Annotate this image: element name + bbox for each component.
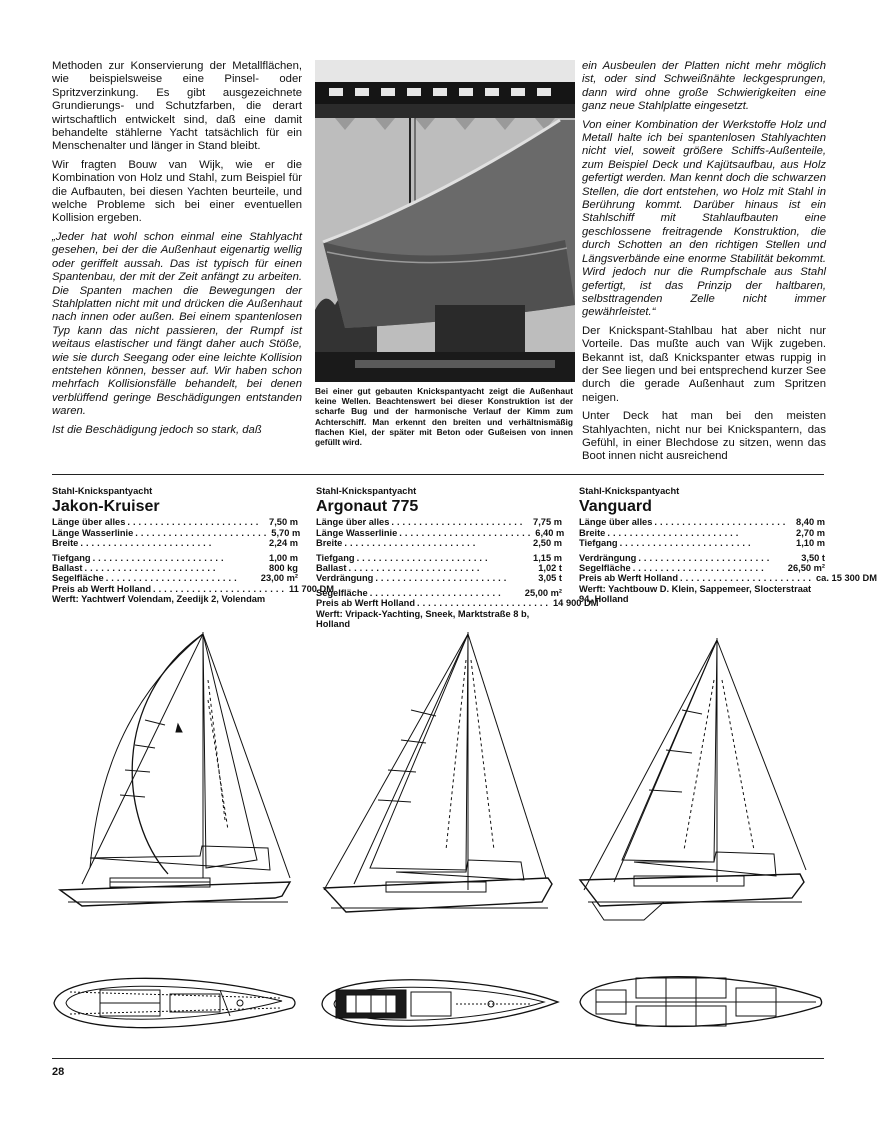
- spec-block-vanguard: [579, 486, 877, 605]
- spec-block-argonaut-775: [316, 486, 599, 630]
- left-text-column: [52, 60, 302, 442]
- spec-row: Preis ab Werft Holland ........................ 14 900 DM: [316, 598, 599, 609]
- spec-list: [316, 517, 599, 630]
- sail-plan-jakon-kruiser: [50, 620, 300, 920]
- yacht-name: Jakon-Kruiser: [52, 498, 160, 516]
- spec-row: Ballast ........................ 1,02 t: [316, 563, 562, 574]
- spec-row: Verdrängung ........................ 3,05 t: [316, 573, 562, 584]
- yacht-type: Stahl-Knickspantyacht: [52, 486, 153, 496]
- paragraph: Methoden zur Konservierung der Metallflächen, wie beispielsweise eine Pinsel- oder Spritzverzinkung. Es gibt ausgezeichnete Grundierungs- und Schutzfarben, die derart wirtschaftlich entwickelt sind, daß eine damit behandelte stählerne Yacht tatsächlich für ein Menschenalter und länger in Stand bleibt.: [52, 60, 302, 153]
- spec-row: Preis ab Werft Holland ........................ 11 700 DM: [52, 583, 334, 594]
- spec-row: Tiefgang ........................ 1,15 m: [316, 552, 562, 563]
- deck-plan-jakon-kruiser: [50, 968, 300, 1038]
- spec-row: Tiefgang ........................ 1,10 m: [579, 538, 825, 549]
- sail-plan-vanguard: [574, 620, 824, 920]
- shipyard: Werft: Vripack-Yachting, Sneek, Marktstraße 8 b, Holland: [316, 608, 530, 630]
- photo-caption: Bei einer gut gebauten Knickspantyacht zeigt die Außenhaut keine Wellen. Beachtenswert bei dieser Konstruktion ist der scharfe Bug und der harmonische Verlauf der Kimm zum Achterschiff. Man erkennt den breiten und verhältnismäßig flachen Kiel, der später mit Beton oder Gußeisen von innen gefüllt wird.: [315, 386, 573, 448]
- spec-row: Länge Wasserlinie ........................ 5,70 m: [52, 527, 301, 538]
- spec-row: Ballast ........................ 800 kg: [52, 563, 298, 574]
- deck-plan-vanguard: [576, 964, 826, 1038]
- sail-plan-argonaut-775: [316, 620, 566, 920]
- quote-paragraph: „Jeder hat wohl schon einmal eine Stahlyacht gesehen, bei der die Außenhaut eigenartig wellig oder geriffelt aussah. Das ist typisch für einen Spantenbau, der mit der Zeit anfängt zu arbeiten. Die Spanten machen die Bewegungen der Stahlplatten nicht mit und drücken die Außenhaut nach innen oder außen. Bei einem spantenlosen Typ kann das nicht passieren, der Rumpf ist weitaus elastischer und fängt daher auch Stöße, wie sie durch Seegang oder eine leichte Kollision entstehen können, besser auf. Wir haben schon mehrfach Kollisionsfälle behandelt, bei denen verblüffend geringe Beschädigungen entstanden waren.: [52, 230, 302, 418]
- section-divider: [52, 474, 824, 475]
- shipyard: Werft: Yachtwerf Volendam, Zeedijk 2, Volendam: [52, 594, 266, 605]
- spec-row: Länge über alles ........................ 7,75 m: [316, 517, 562, 528]
- yacht-type: Stahl-Knickspantyacht: [316, 486, 417, 496]
- yacht-hull-photo: [315, 60, 575, 382]
- spec-row: Preis ab Werft Holland ........................ ca. 15 300 DM: [579, 573, 877, 584]
- spec-row: Länge Wasserlinie ........................ 6,40 m: [316, 527, 565, 538]
- paragraph: ein Ausbeulen der Platten nicht mehr möglich ist, oder sind Schweißnähte leckgesprungen, dann wird ohne große Schwierigkeiten eine ganz neue Stahlplatte eingesetzt.: [582, 60, 826, 113]
- spec-row: Segelfläche ........................ 25,00 m²: [316, 587, 562, 598]
- spec-row: Breite ........................ 2,24 m: [52, 538, 298, 549]
- spec-row: Segelfläche ........................ 26,50 m²: [579, 563, 825, 574]
- paragraph: Von einer Kombination der Werkstoffe Holz und Metall halte ich bei spantenlosen Stahlyachten nicht viel, soweit größere Schiffs-Außenteile, zum Beispiel Deck und Kajütsaufbau, aus Holz gefertigt werden. Man kennt doch die schwarzen Stellen, die dort entstehen, wo Holz mit Stahl in Berührung kommt. Darüber hinaus ist ein Stahlschiff mit Stahlaufbauten eine geschlossene freitragende Konstruktion, die durch Schotten an den richtigen Stellen und Längsverbände eine enorme Stabilität bekommt. Wird jedoch nur die Rumpfschale aus Stahl gefertigt, ist das Prinzip der haltbaren, selbsttragenden Zelle nicht immer gewährleistet.“: [582, 118, 826, 319]
- yacht-name: Argonaut 775: [316, 498, 419, 516]
- spec-block-jakon-kruiser: [52, 486, 334, 605]
- quote-paragraph: Ist die Beschädigung jedoch so stark, daß: [52, 423, 262, 436]
- spec-row: Länge über alles ........................ 8,40 m: [579, 517, 825, 528]
- right-text-column: [582, 60, 826, 469]
- spec-list: [52, 517, 334, 605]
- spec-row: Tiefgang ........................ 1,00 m: [52, 552, 298, 563]
- paragraph: Wir fragten Bouw van Wijk, wie er die Kombination von Holz und Stahl, zum Beispiel für die Aufbauten, bei diesen Yachten beurteile, und welche Probleme sich bei einer eventuellen Kollision ergeben.: [52, 158, 302, 225]
- spec-row: Länge über alles ........................ 7,50 m: [52, 517, 298, 528]
- footer-divider: [52, 1058, 824, 1059]
- paragraph: Unter Deck hat man bei den meisten Stahlyachten, nicht nur bei Knickspantern, das Gefühl, in einer Blechdose zu sitzen, wenn das Boot innen nicht ausreichend: [582, 410, 826, 463]
- deck-plan-argonaut-775: [316, 968, 566, 1038]
- spec-list: [579, 517, 877, 605]
- yacht-name: Vanguard: [579, 498, 652, 516]
- shipyard: Werft: Yachtbouw D. Klein, Sappemeer, Slocterstraat 94, Holland: [579, 583, 812, 605]
- paragraph: Der Knickspant-Stahlbau hat aber nicht nur Vorteile. Das mußte auch van Wijk zugeben. Bekannt ist, daß Knickspanter etwas ruppig in der See liegen und bei entsprechend kurzer See durch die gerade Außenhaut zum Spritzen neigen.: [582, 324, 826, 404]
- page-number: 28: [52, 1066, 65, 1078]
- spec-row: Segelfläche ........................ 23,00 m²: [52, 573, 298, 584]
- spec-row: Verdrängung ........................ 3,50 t: [579, 552, 825, 563]
- spec-row: Breite ........................ 2,50 m: [316, 538, 562, 549]
- yacht-type: Stahl-Knickspantyacht: [579, 486, 680, 496]
- spec-row: Breite ........................ 2,70 m: [579, 527, 825, 538]
